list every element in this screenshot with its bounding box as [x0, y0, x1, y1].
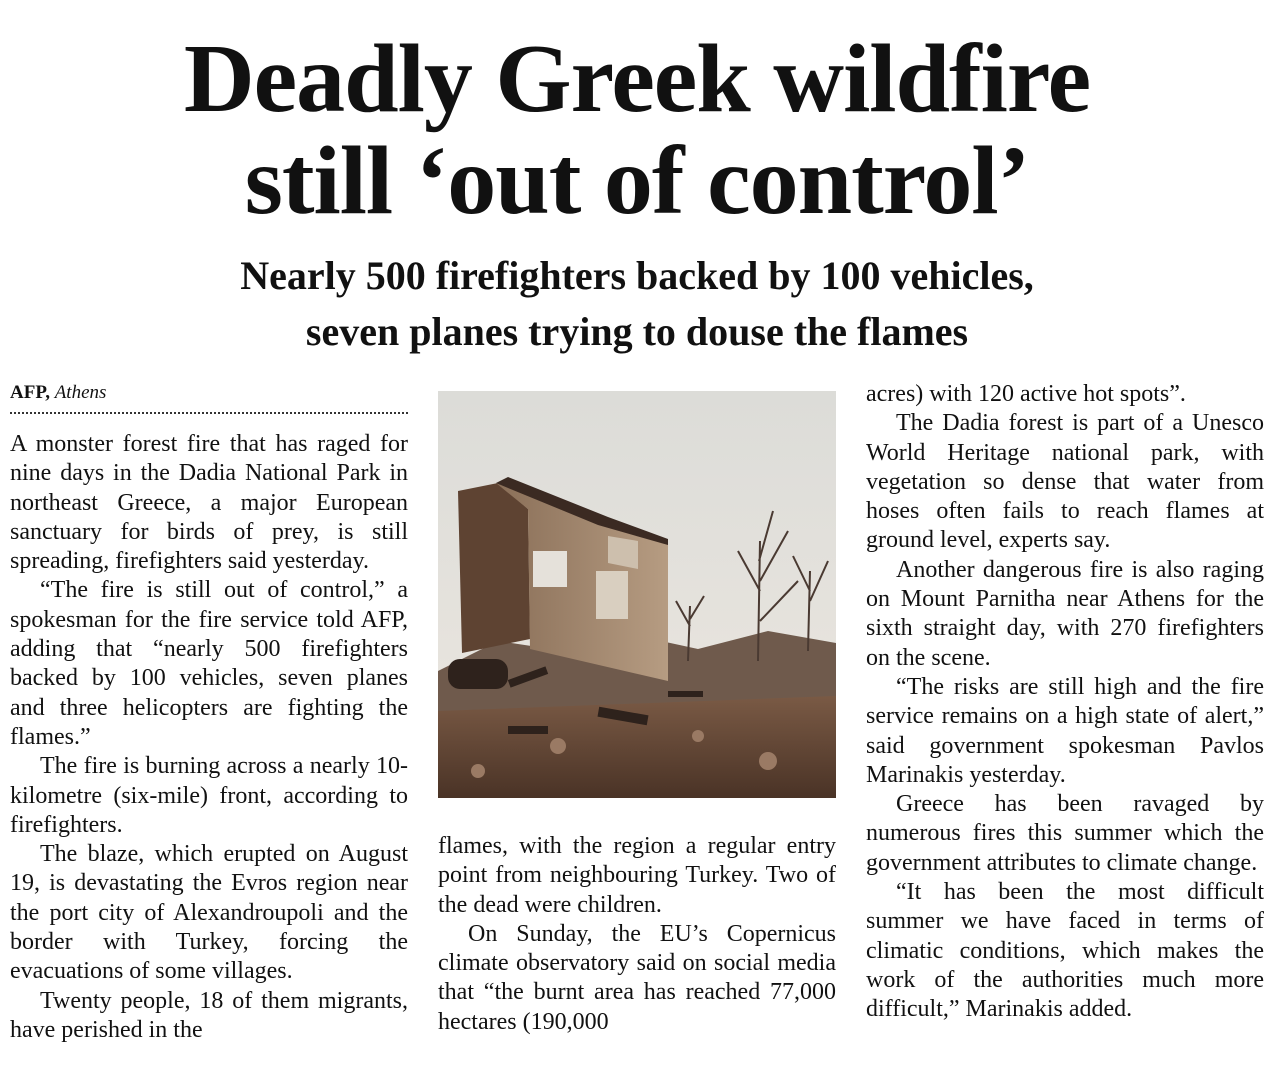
article-column-1 [10, 430, 408, 1045]
paragraph: “The fire is still out of control,” a spokesman for the fire service told AFP, adding that “nearly 500 firefighters backed by 100 vehicles, seven planes and three helicopters are fighting the flames.” [10, 577, 408, 750]
paragraph: The Dadia forest is part of a Unesco World Heritage national park, with vegetation so dense that water from hoses often fails to reach flames at ground level, experts say. [866, 410, 1264, 554]
byline-agency: AFP, [10, 382, 50, 403]
headline-line: Deadly Greek wildfire [183, 25, 1091, 133]
article-column-3 [866, 380, 1264, 1025]
paragraph: The blaze, which erupted on August 19, is devastating the Evros region near the port city of Alexandroupoli and the border with Turkey, forcing the evacuations of some villages. [10, 841, 408, 985]
burnt-house-photo [438, 391, 836, 798]
paragraph: The fire is burning across a nearly 10-kilometre (six-mile) front, according to firefighters. [10, 753, 408, 838]
paragraph: A monster forest fire that has raged for nine days in the Dadia National Park in northeast Greece, a major European sanctuary for birds of prey, is still spreading, firefighters said yesterday. [10, 431, 408, 575]
article-column-2 [438, 832, 836, 1037]
byline-place: Athens [54, 382, 107, 403]
headline [0, 25, 1274, 235]
paragraph: flames, with the region a regular entry point from neighbouring Turkey. Two of the dead were children. [438, 833, 836, 918]
paragraph: Greece has been ravaged by numerous fires this summer which the government attributes to climate change. [866, 791, 1264, 876]
paragraph: acres) with 120 active hot spots”. [866, 381, 1186, 407]
subheadline [0, 248, 1274, 360]
paragraph: Twenty people, 18 of them migrants, have perished in the [10, 987, 408, 1043]
subheadline-line: Nearly 500 firefighters backed by 100 vehicles, [240, 253, 1034, 298]
paragraph: Another dangerous fire is also raging on Mount Parnitha near Athens for the sixth straight day, with 270 firefighters on the scene. [866, 556, 1264, 671]
headline-line: still ‘out of control’ [244, 127, 1030, 235]
paragraph: “The risks are still high and the fire service remains on a high state of alert,” said government spokesman Pavlos Marinakis yesterday. [866, 673, 1264, 788]
paragraph: “It has been the most difficult summer we have faced in terms of climatic conditions, which makes the work of the authorities much more difficult,” Marinakis added. [866, 879, 1264, 1023]
paragraph: On Sunday, the EU’s Copernicus climate observatory said on social media that “the burnt area has reached 77,000 hectares (190,000 [438, 920, 836, 1035]
subheadline-line: seven planes trying to douse the flames [305, 309, 969, 354]
byline [10, 380, 408, 414]
